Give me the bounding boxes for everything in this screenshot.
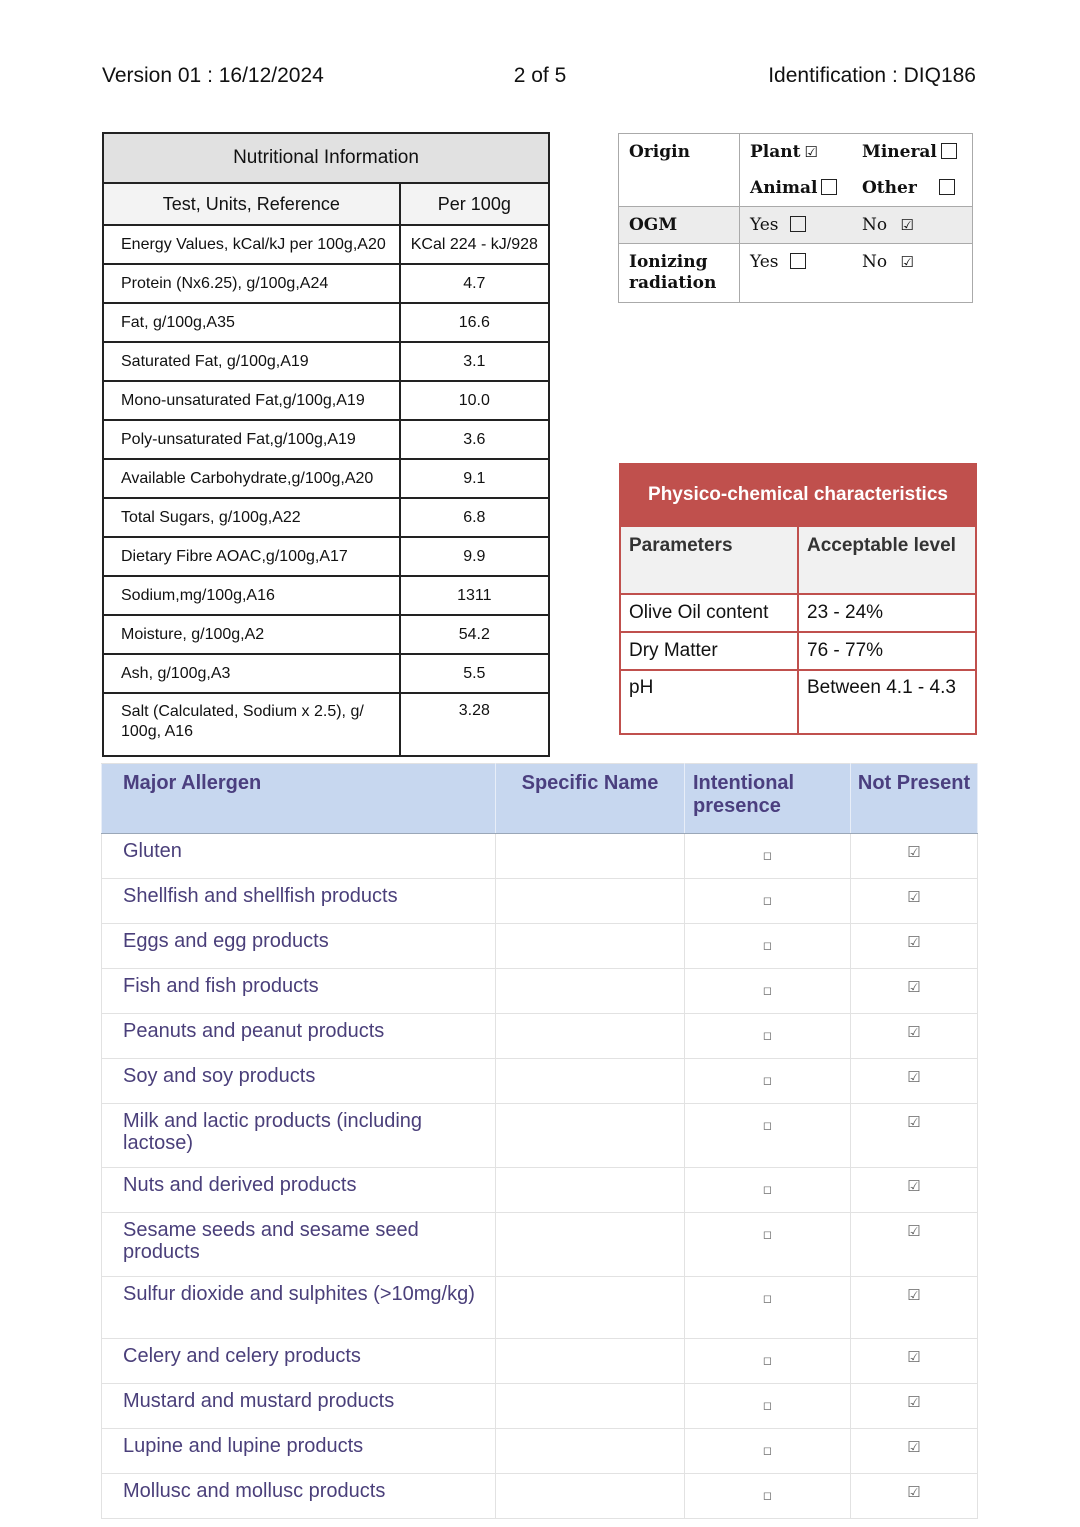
- nutrition-value-cell: 9.1: [400, 459, 549, 498]
- empty-box-icon[interactable]: ◻: [762, 1075, 773, 1087]
- ionizing-label: Ionizing radiation: [619, 244, 740, 303]
- empty-box-icon[interactable]: ◻: [762, 895, 773, 907]
- empty-box-icon[interactable]: ◻: [762, 1030, 773, 1042]
- allergen-name-cell: Shellfish and shellfish products: [102, 879, 496, 924]
- allergen-name-cell: Celery and celery products: [102, 1339, 496, 1384]
- allergen-row: [102, 1104, 978, 1168]
- nutrition-title: Nutritional Information: [103, 133, 549, 183]
- allergen-name-cell: Sulfur dioxide and sulphites (>10mg/kg): [102, 1277, 496, 1339]
- allergen-col-specific: Specific Name: [496, 764, 685, 834]
- nutrition-value-cell: 3.1: [400, 342, 549, 381]
- nutrition-row: [103, 381, 549, 420]
- nutrition-row: [103, 576, 549, 615]
- empty-box-icon: [939, 179, 955, 195]
- nutrition-test-cell: Total Sugars, g/100g,A22: [103, 498, 400, 537]
- empty-box-icon[interactable]: ◻: [762, 1229, 773, 1241]
- checked-box-icon[interactable]: ☑: [907, 1439, 921, 1456]
- allergen-row: [102, 1277, 978, 1339]
- allergen-intentional-cell: [685, 1104, 851, 1168]
- identification-code: Identification : DIQ186: [768, 64, 976, 87]
- allergen-intentional-cell: [685, 1384, 851, 1429]
- ogm-label: OGM: [619, 207, 740, 244]
- nutrition-value-cell: 10.0: [400, 381, 549, 420]
- nutrition-value-cell: 9.9: [400, 537, 549, 576]
- ionizing-yes-option[interactable]: [750, 252, 862, 272]
- nutrition-value-cell: KCal 224 - kJ/928: [400, 225, 549, 264]
- allergen-name-cell: Fish and fish products: [102, 969, 496, 1014]
- nutrition-row: [103, 615, 549, 654]
- nutrition-row: [103, 459, 549, 498]
- empty-box-icon[interactable]: ◻: [762, 1293, 773, 1305]
- allergen-intentional-cell: [685, 1474, 851, 1519]
- allergen-row: [102, 834, 978, 879]
- allergen-col-not-present: Not Present: [851, 764, 978, 834]
- allergen-row: [102, 1014, 978, 1059]
- allergen-specific-cell: [496, 834, 685, 879]
- allergen-name-cell: Mustard and mustard products: [102, 1384, 496, 1429]
- origin-animal-label: Animal: [750, 178, 818, 198]
- ogm-yes-option[interactable]: [750, 215, 862, 235]
- empty-box-icon: [821, 179, 837, 195]
- nutrition-test-cell: Saturated Fat, g/100g,A19: [103, 342, 400, 381]
- physico-row: [620, 670, 976, 734]
- checked-box-icon[interactable]: ☑: [907, 1069, 921, 1086]
- physico-level-cell: Between 4.1 - 4.3: [798, 670, 976, 734]
- allergen-name-cell: Sesame seeds and sesame seed products: [102, 1213, 496, 1277]
- allergen-specific-cell: [496, 969, 685, 1014]
- allergen-name-cell: Nuts and derived products: [102, 1168, 496, 1213]
- physico-rows: [620, 594, 976, 734]
- allergen-specific-cell: [496, 1429, 685, 1474]
- allergen-name-cell: Eggs and egg products: [102, 924, 496, 969]
- allergen-specific-cell: [496, 1277, 685, 1339]
- allergen-not-present-cell: [851, 1474, 978, 1519]
- allergen-name-cell: Peanuts and peanut products: [102, 1014, 496, 1059]
- allergen-name-cell: Mollusc and mollusc products: [102, 1474, 496, 1519]
- allergen-not-present-cell: [851, 879, 978, 924]
- allergen-row: [102, 1384, 978, 1429]
- empty-box-icon: [790, 216, 806, 232]
- allergen-not-present-cell: [851, 1059, 978, 1104]
- allergen-not-present-cell: [851, 1104, 978, 1168]
- physico-title: Physico-chemical characteristics: [620, 464, 976, 526]
- allergen-specific-cell: [496, 924, 685, 969]
- allergen-not-present-cell: [851, 924, 978, 969]
- empty-box-icon[interactable]: ◻: [762, 1490, 773, 1502]
- origin-other-option[interactable]: [862, 178, 962, 198]
- allergen-row: [102, 1474, 978, 1519]
- physico-col-level: Acceptable level: [798, 526, 976, 594]
- checked-box-icon[interactable]: ☑: [907, 1484, 921, 1501]
- nutrition-col-value: Per 100g: [400, 183, 549, 225]
- allergen-specific-cell: [496, 1104, 685, 1168]
- nutrition-row: [103, 654, 549, 693]
- checked-box-icon[interactable]: ☑: [907, 889, 921, 906]
- physico-chemical-table: [619, 463, 977, 735]
- allergen-specific-cell: [496, 1384, 685, 1429]
- nutrition-row: [103, 303, 549, 342]
- origin-plant-label: Plant: [750, 142, 801, 162]
- nutrition-test-cell: Ash, g/100g,A3: [103, 654, 400, 693]
- ionizing-no-option[interactable]: [862, 252, 962, 272]
- checked-box-icon[interactable]: ☑: [907, 1394, 921, 1411]
- nutrition-value-cell: 5.5: [400, 654, 549, 693]
- allergen-intentional-cell: [685, 1429, 851, 1474]
- empty-box-icon[interactable]: ◻: [762, 985, 773, 997]
- allergen-row: [102, 1339, 978, 1384]
- allergen-specific-cell: [496, 1474, 685, 1519]
- nutrition-col-test: Test, Units, Reference: [103, 183, 400, 225]
- physico-row: [620, 632, 976, 670]
- version-date: Version 01 : 16/12/2024: [102, 64, 324, 87]
- nutrition-test-cell: Moisture, g/100g,A2: [103, 615, 400, 654]
- checked-box-icon: ☑: [900, 216, 914, 234]
- allergen-not-present-cell: [851, 1213, 978, 1277]
- physico-level-cell: 76 - 77%: [798, 632, 976, 670]
- nutrition-rows: [103, 225, 549, 756]
- nutrition-value-cell: 54.2: [400, 615, 549, 654]
- allergen-intentional-cell: [685, 1014, 851, 1059]
- nutrition-test-cell: Energy Values, kCal/kJ per 100g,A20: [103, 225, 400, 264]
- allergen-intentional-cell: [685, 1213, 851, 1277]
- physico-param-cell: pH: [620, 670, 798, 734]
- nutrition-row: [103, 693, 549, 756]
- nutrition-value-cell: 1311: [400, 576, 549, 615]
- checked-box-icon[interactable]: ☑: [907, 1178, 921, 1195]
- nutrition-row: [103, 342, 549, 381]
- physico-col-parameters: Parameters: [620, 526, 798, 594]
- origin-table: [618, 133, 973, 303]
- allergen-specific-cell: [496, 1339, 685, 1384]
- allergen-intentional-cell: [685, 924, 851, 969]
- empty-box-icon: [790, 253, 806, 269]
- allergen-row: [102, 1059, 978, 1104]
- empty-box-icon[interactable]: ◻: [762, 1184, 773, 1196]
- physico-level-cell: 23 - 24%: [798, 594, 976, 632]
- physico-row: [620, 594, 976, 632]
- origin-mineral-option[interactable]: [862, 142, 962, 162]
- allergen-row: [102, 1213, 978, 1277]
- checked-box-icon[interactable]: ☑: [907, 844, 921, 861]
- nutrition-test-cell: Fat, g/100g,A35: [103, 303, 400, 342]
- allergen-name-cell: Soy and soy products: [102, 1059, 496, 1104]
- nutrition-row: [103, 225, 549, 264]
- allergen-specific-cell: [496, 1014, 685, 1059]
- ogm-yes-label: Yes: [750, 215, 779, 235]
- empty-box-icon[interactable]: ◻: [762, 1445, 773, 1457]
- allergen-rows: [102, 834, 978, 1519]
- ionizing-yes-label: Yes: [750, 252, 779, 272]
- allergen-not-present-cell: [851, 1277, 978, 1339]
- nutrition-value-cell: 4.7: [400, 264, 549, 303]
- checked-box-icon[interactable]: ☑: [907, 934, 921, 951]
- allergen-not-present-cell: [851, 834, 978, 879]
- allergen-col-intentional: Intentional presence: [685, 764, 851, 834]
- allergen-specific-cell: [496, 1213, 685, 1277]
- allergen-col-major: Major Allergen: [102, 764, 496, 834]
- allergen-not-present-cell: [851, 1339, 978, 1384]
- ogm-options: [740, 207, 973, 244]
- allergen-intentional-cell: [685, 1059, 851, 1104]
- empty-box-icon[interactable]: ◻: [762, 1355, 773, 1367]
- nutrition-test-cell: Protein (Nx6.25), g/100g,A24: [103, 264, 400, 303]
- physico-param-cell: Dry Matter: [620, 632, 798, 670]
- nutrition-row: [103, 420, 549, 459]
- page-number: 2 of 5: [513, 64, 567, 87]
- origin-other-label: Other: [862, 178, 917, 198]
- allergen-not-present-cell: [851, 1429, 978, 1474]
- nutrition-value-cell: 3.28: [400, 693, 549, 756]
- nutrition-value-cell: 6.8: [400, 498, 549, 537]
- allergen-intentional-cell: [685, 879, 851, 924]
- origin-label: Origin: [619, 134, 740, 207]
- allergen-table: [101, 763, 978, 1519]
- nutrition-test-cell: Mono-unsaturated Fat,g/100g,A19: [103, 381, 400, 420]
- empty-box-icon[interactable]: ◻: [762, 850, 773, 862]
- allergen-intentional-cell: [685, 1339, 851, 1384]
- empty-box-icon[interactable]: ◻: [762, 1400, 773, 1412]
- origin-animal-option[interactable]: [750, 178, 862, 198]
- nutrition-value-cell: 3.6: [400, 420, 549, 459]
- allergen-intentional-cell: [685, 1277, 851, 1339]
- allergen-name-cell: Lupine and lupine products: [102, 1429, 496, 1474]
- allergen-row: [102, 1429, 978, 1474]
- checked-box-icon: ☑: [804, 143, 818, 161]
- nutrition-test-cell: Available Carbohydrate,g/100g,A20: [103, 459, 400, 498]
- allergen-not-present-cell: [851, 1014, 978, 1059]
- nutrition-test-cell: Sodium,mg/100g,A16: [103, 576, 400, 615]
- nutrition-test-cell: Salt (Calculated, Sodium x 2.5), g/ 100g, A16: [103, 693, 400, 756]
- physico-param-cell: Olive Oil content: [620, 594, 798, 632]
- nutrition-value-cell: 16.6: [400, 303, 549, 342]
- checked-box-icon[interactable]: ☑: [907, 979, 921, 996]
- ogm-no-option[interactable]: [862, 215, 962, 235]
- empty-box-icon[interactable]: ◻: [762, 940, 773, 952]
- nutrition-row: [103, 537, 549, 576]
- allergen-not-present-cell: [851, 1168, 978, 1213]
- checked-box-icon[interactable]: ☑: [907, 1349, 921, 1366]
- allergen-specific-cell: [496, 1059, 685, 1104]
- nutrition-table: [102, 132, 550, 757]
- allergen-not-present-cell: [851, 1384, 978, 1429]
- checked-box-icon[interactable]: ☑: [907, 1287, 921, 1304]
- checked-box-icon[interactable]: ☑: [907, 1114, 921, 1131]
- allergen-intentional-cell: [685, 969, 851, 1014]
- nutrition-test-cell: Dietary Fibre AOAC,g/100g,A17: [103, 537, 400, 576]
- allergen-intentional-cell: [685, 834, 851, 879]
- allergen-row: [102, 924, 978, 969]
- allergen-specific-cell: [496, 1168, 685, 1213]
- allergen-name-cell: Gluten: [102, 834, 496, 879]
- ionizing-options: [740, 244, 973, 303]
- allergen-name-cell: Milk and lactic products (including lactose): [102, 1104, 496, 1168]
- origin-plant-option[interactable]: [750, 142, 862, 162]
- ionizing-no-label: No: [862, 252, 888, 272]
- origin-options: [740, 134, 973, 207]
- allergen-row: [102, 969, 978, 1014]
- allergen-intentional-cell: [685, 1168, 851, 1213]
- allergen-specific-cell: [496, 879, 685, 924]
- checked-box-icon[interactable]: ☑: [907, 1223, 921, 1240]
- empty-box-icon[interactable]: ◻: [762, 1120, 773, 1132]
- empty-box-icon: [941, 143, 957, 159]
- allergen-not-present-cell: [851, 969, 978, 1014]
- checked-box-icon[interactable]: ☑: [907, 1024, 921, 1041]
- nutrition-row: [103, 498, 549, 537]
- nutrition-row: [103, 264, 549, 303]
- ogm-no-label: No: [862, 215, 888, 235]
- allergen-row: [102, 1168, 978, 1213]
- checked-box-icon: ☑: [900, 253, 914, 271]
- allergen-row: [102, 879, 978, 924]
- nutrition-test-cell: Poly-unsaturated Fat,g/100g,A19: [103, 420, 400, 459]
- origin-mineral-label: Mineral: [862, 142, 937, 162]
